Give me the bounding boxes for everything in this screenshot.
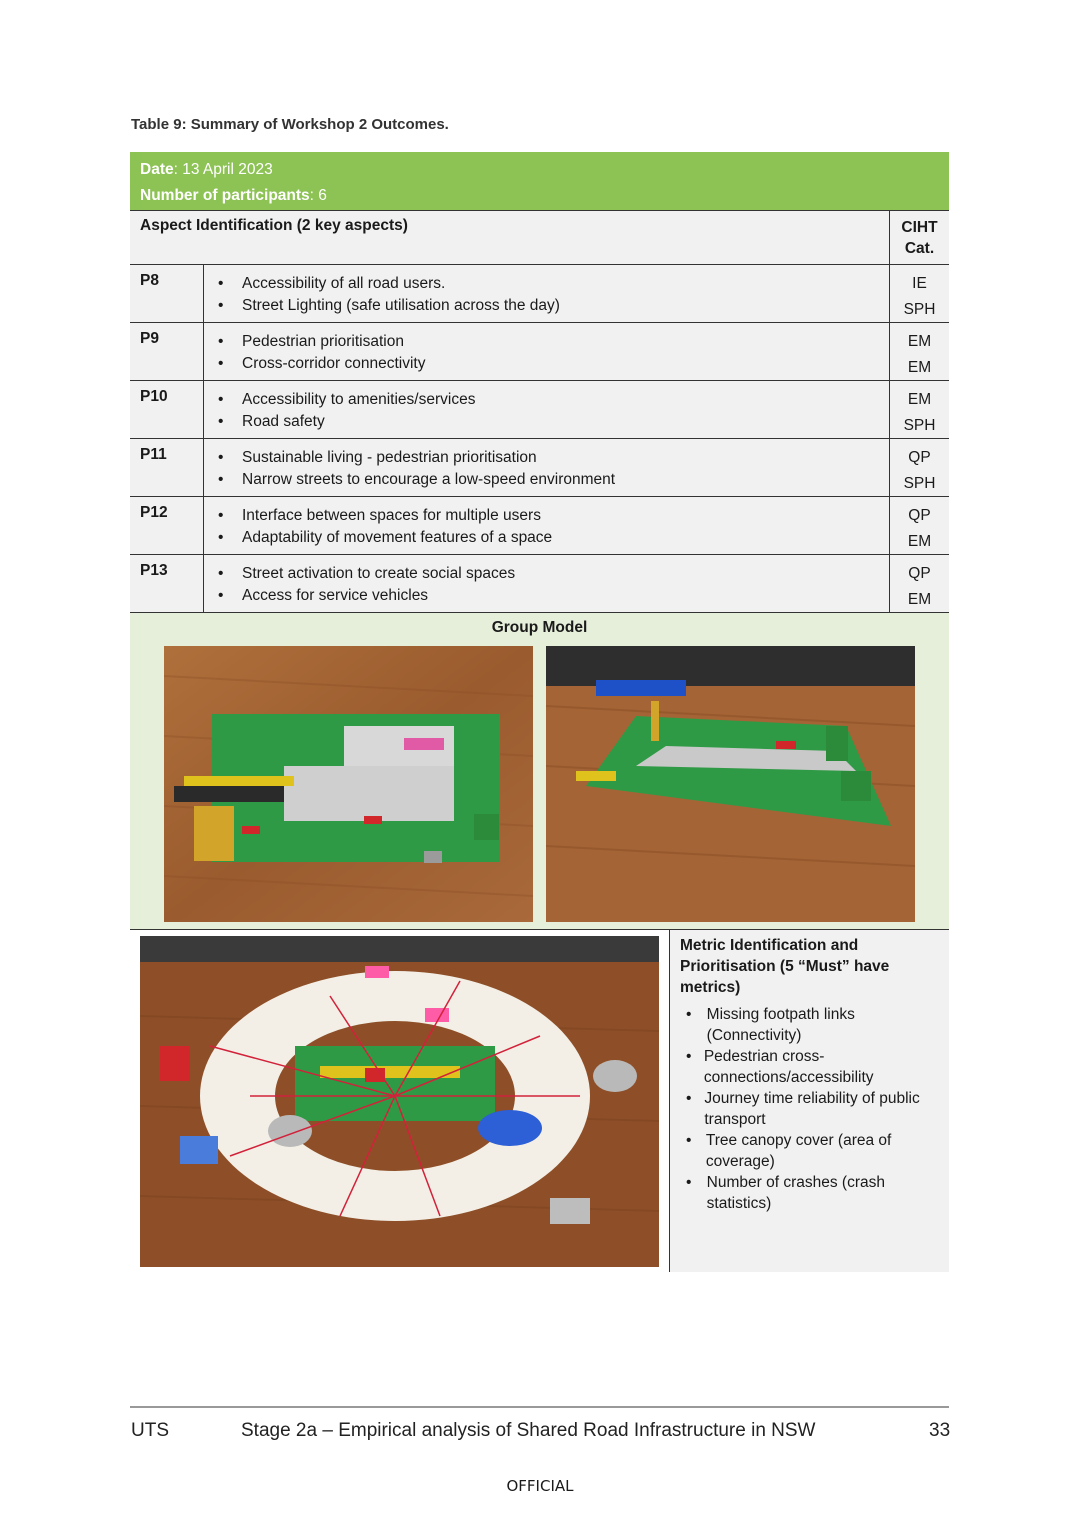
table-row — [130, 264, 949, 322]
metrics-title: Metric Identification and Prioritisation (5 “Must” have metrics) — [680, 937, 890, 996]
group-model-section — [130, 612, 949, 929]
cat-value: SPH — [903, 475, 936, 492]
metric-text: Number of crashes (crash statistics) — [706, 1174, 885, 1212]
row-id: P13 — [130, 555, 204, 612]
official-marking: OFFICIAL — [506, 1477, 574, 1495]
row-cats — [890, 439, 949, 496]
item-text: Sustainable living - pedestrian prioritisation — [242, 449, 537, 466]
cat-value: EM — [907, 359, 932, 376]
date-label: Date — [140, 161, 174, 178]
list-item: • Road safety — [218, 411, 889, 433]
row-id: P10 — [130, 381, 204, 438]
group-model-photo-top — [164, 646, 533, 922]
list-item: • Cross-corridor connectivity — [218, 353, 889, 375]
participants-line — [140, 183, 939, 209]
cat-value: EM — [907, 591, 932, 608]
outcomes-table — [130, 152, 949, 1272]
list-item: • Missing footpath links (Connectivity) — [680, 1004, 939, 1046]
ciht-cat-line2: Cat. — [904, 240, 935, 257]
date-value: : 13 April 2023 — [173, 161, 273, 178]
aspect-header-row — [130, 210, 949, 264]
table-caption: Table 9: Summary of Workshop 2 Outcomes. — [131, 116, 449, 133]
workshop-circle-photo — [140, 936, 659, 1267]
item-text: Interface between spaces for multiple users — [242, 507, 541, 524]
cat-value: QP — [908, 507, 931, 524]
item-text: Pedestrian prioritisation — [242, 333, 404, 350]
date-line — [140, 157, 939, 183]
footer-divider — [130, 1406, 949, 1408]
row-id: P12 — [130, 497, 204, 554]
row-items — [204, 555, 890, 612]
list-item: • Street activation to create social spaces — [218, 563, 889, 585]
list-item: • Street Lighting (safe utilisation across the day) — [218, 295, 889, 317]
row-items — [204, 323, 890, 380]
list-item: • Interface between spaces for multiple users — [218, 505, 889, 527]
row-cats — [890, 323, 949, 380]
participants-label: Number of participants — [140, 187, 310, 204]
metrics-panel — [670, 930, 949, 1272]
page-number: 33 — [929, 1420, 951, 1441]
list-item: • Pedestrian cross-connections/accessibility — [680, 1046, 939, 1088]
row-id: P11 — [130, 439, 204, 496]
list-item: • Tree canopy cover (area of coverage) — [680, 1130, 939, 1172]
list-item: • Accessibility to amenities/services — [218, 389, 889, 411]
ciht-cat-header — [890, 211, 949, 264]
cat-value: EM — [907, 533, 932, 550]
table-header — [130, 152, 949, 210]
footer-org: UTS — [131, 1420, 169, 1441]
cat-value: SPH — [903, 301, 936, 318]
table-row — [130, 496, 949, 554]
table-row — [130, 554, 949, 612]
table-row — [130, 438, 949, 496]
list-item: • Pedestrian prioritisation — [218, 331, 889, 353]
ciht-cat-line1: CIHT — [901, 219, 938, 236]
group-model-title: Group Model — [491, 619, 588, 636]
cat-value: EM — [907, 391, 932, 408]
item-text: Street activation to create social spaces — [242, 565, 516, 582]
row-items — [204, 381, 890, 438]
row-items — [204, 497, 890, 554]
table-row — [130, 322, 949, 380]
metrics-section — [130, 929, 949, 1272]
row-cats — [890, 497, 949, 554]
row-cats — [890, 555, 949, 612]
metric-text: Missing footpath links (Connectivity) — [706, 1006, 855, 1044]
cat-value: QP — [908, 565, 931, 582]
row-id: P9 — [130, 323, 204, 380]
cat-value: IE — [912, 275, 927, 292]
aspect-header-title: Aspect Identification (2 key aspects) — [130, 211, 890, 264]
list-item: • Number of crashes (crash statistics) — [680, 1172, 939, 1214]
item-text: Accessibility to amenities/services — [242, 391, 476, 408]
item-text: Road safety — [242, 413, 325, 430]
list-item: • Journey time reliability of public transport — [680, 1088, 939, 1130]
item-text: Narrow streets to encourage a low-speed environment — [242, 471, 616, 488]
list-item: • Adaptability of movement features of a space — [218, 527, 889, 549]
item-text: Adaptability of movement features of a space — [242, 529, 553, 546]
item-text: Street Lighting (safe utilisation across the day) — [242, 297, 560, 314]
cat-value: QP — [908, 449, 931, 466]
footer-title: Stage 2a – Empirical analysis of Shared Road Infrastructure in NSW — [241, 1420, 816, 1441]
cat-value: EM — [907, 333, 932, 350]
group-model-photo-angled — [546, 646, 915, 922]
item-text: Accessibility of all road users. — [242, 275, 446, 292]
item-text: Cross-corridor connectivity — [242, 355, 426, 372]
row-id: P8 — [130, 265, 204, 322]
metric-text: Journey time reliability of public transport — [704, 1090, 920, 1128]
cat-value: SPH — [903, 417, 936, 434]
table-row — [130, 380, 949, 438]
participants-value: : 6 — [309, 187, 327, 204]
row-items — [204, 265, 890, 322]
metric-text: Tree canopy cover (area of coverage) — [705, 1132, 892, 1170]
list-item: • Accessibility of all road users. — [218, 273, 889, 295]
row-cats — [890, 381, 949, 438]
workshop-photo-wrap — [130, 930, 670, 1272]
row-items — [204, 439, 890, 496]
list-item: • Narrow streets to encourage a low-speed environment — [218, 469, 889, 491]
metric-text: Pedestrian cross-connections/accessibility — [703, 1048, 874, 1086]
list-item: • Access for service vehicles — [218, 585, 889, 607]
item-text: Access for service vehicles — [242, 587, 429, 604]
row-cats — [890, 265, 949, 322]
list-item: • Sustainable living - pedestrian prioritisation — [218, 447, 889, 469]
